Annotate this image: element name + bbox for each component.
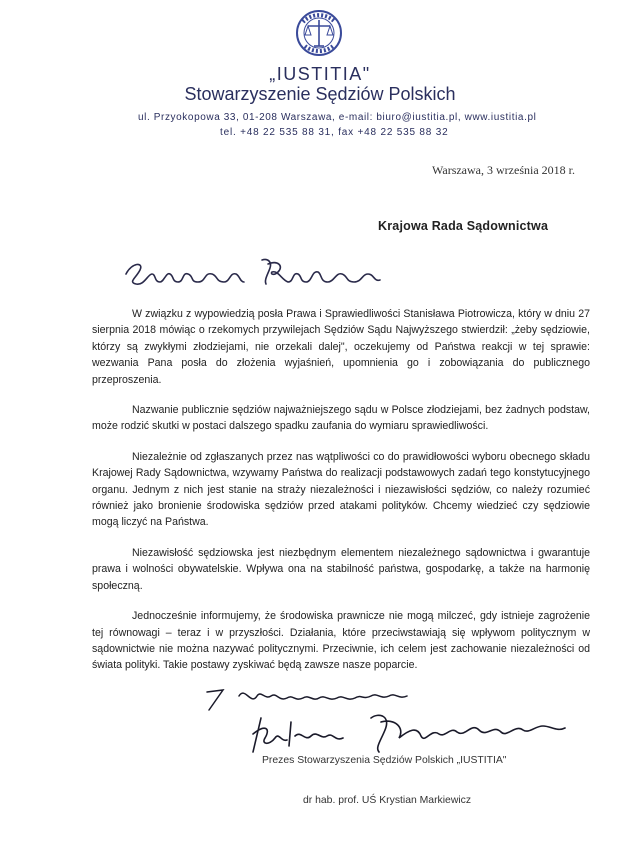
iustitia-logo-icon [295,6,343,64]
address-line: ul. Przyokopowa 33, 01-208 Warszawa, e-mail: biuro@iustitia.pl, www.iustitia.pl [138,112,537,123]
phone-line: tel. +48 22 535 88 31, fax +48 22 535 88 32 [220,127,449,138]
signatory-name: dr hab. prof. UŚ Krystian Markiewicz [303,795,472,806]
recipient: Krajowa Rada Sądownictwa [378,219,549,233]
paragraph: Niezawisłość sędziowska jest niezbędnym elementem niezależnego sądownictwa i gwarantuje prawa i wolności obywatelskie. Wpływa ona na stabilność państwa, gospodarkę, a także na harmonię społeczną. [92,546,590,592]
letter-date: Warszawa, 3 września 2018 r. [432,163,575,177]
handwritten-salutation [122,252,422,292]
paragraph: Niezależnie od zgłaszanych przez nas wątpliwości co do prawidłowości wyboru obecnego składu Krajowej Rady Sądownictwa, wzywamy Państwa do realizacji podstawowych zadań tego konstytucyjnego organu. Jednym z nich jest stanie na straży niezależności i niezawisłości sędziów, co należy rozumieć również jako bronienie środowiska sędziów przed atakami polityków. Chcemy wiedzieć czy sędziowie mogą liczyć na Państwa. [92,450,590,529]
org-subtitle: Stowarzyszenie Sędziów Polskich [184,84,456,104]
paragraph: Nazwanie publicznie sędziów najważniejszego sądu w Polsce złodziejami, bez żadnych podstaw, może rodzić skutki w postaci dalszego spadku zaufania do wymiaru sprawiedliwości. [92,404,590,433]
paragraph: Jednocześnie informujemy, że środowiska prawnicze nie mogą milczeć, gdy istnieje zagrożenie tej równowagi – teraz i w przyszłości. Działania, które przeciwstawiają się wpływom politycznym w sądownictwie nie można nazywać politycznymi. Przeciwnie, ich celem jest zachowanie niezależności od świata polityki. Takie postawy zyskiwać będą zawsze nasze poparcie. [92,610,590,672]
signatory-title: Prezes Stowarzyszenia Sędziów Polskich „IUSTITIA" [262,755,507,766]
org-name: „IUSTITIA" [269,64,371,84]
paragraph: W związku z wypowiedzią posła Prawa i Sprawiedliwości Stanisława Piotrowicza, który w dniu 27 sierpnia 2018 mówiąc o rzekomych przywilejach Sędziów Sądu Najwyższego stwierdził: „żeby sędziowie, którzy są zwykłymi złodziejami, nie orzekali dalej", oczekujemy od Państwa reakcji w tej sprawie: wezwania Pana posła do złożenia wyjaśnień, upomnienia go i zobowiązania do publicznego przeproszenia. [92,308,590,386]
letter-body [92,306,590,688]
